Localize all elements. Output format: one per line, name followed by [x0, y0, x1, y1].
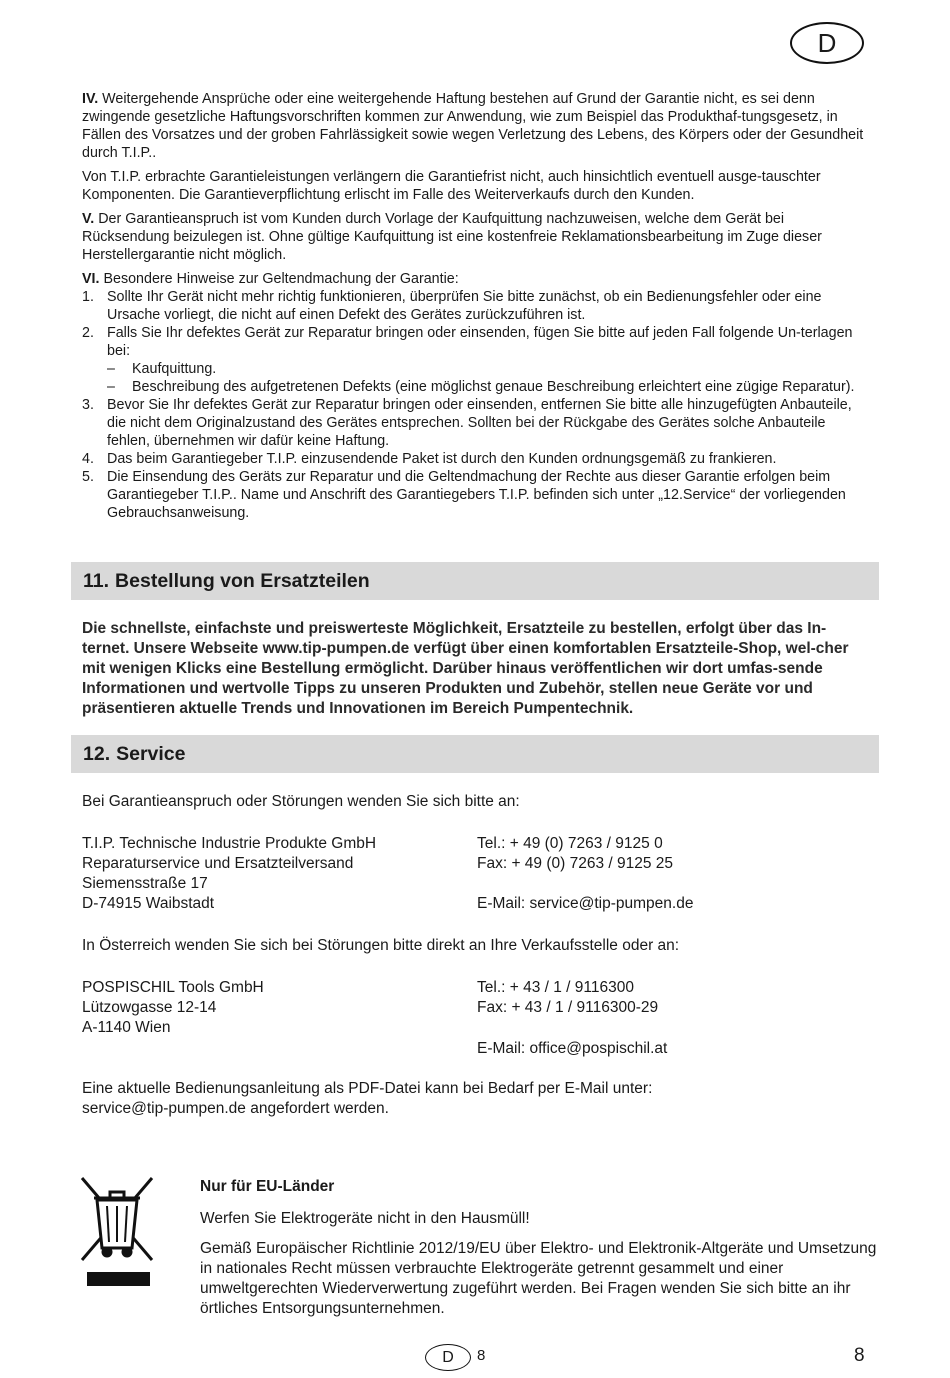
section-title: Bestellung von Ersatzteilen [115, 569, 370, 592]
address-line: Lützowgasse 12-14 [82, 999, 217, 1016]
sub-list-item [107, 360, 872, 378]
address-line: A-1140 Wien [82, 1019, 171, 1036]
address-line: Reparaturservice und Ersatzteilversand [82, 855, 354, 872]
footer-language-badge: D [425, 1344, 471, 1371]
list-text: Falls Sie Ihr defektes Gerät zur Reparatur bringen oder einsenden, fügen Sie bitte auf jeden Fall folgende Un-terlagen bei: [107, 325, 853, 359]
tip-tel: Tel.: + 49 (0) 7263 / 9125 0 [477, 835, 663, 852]
tip-address [82, 834, 376, 914]
austria-intro: In Österreich wenden Sie sich bei Störungen bitte direkt an Ihre Verkaufsstelle oder an: [82, 937, 680, 954]
tip-fax: Fax: + 49 (0) 7263 / 9125 25 [477, 855, 674, 872]
list-item [82, 450, 872, 468]
list-number: 1. [82, 289, 94, 305]
address-line: Siemensstraße 17 [82, 875, 208, 892]
section-title: Service [116, 742, 186, 765]
service-intro: Bei Garantieanspruch oder Störungen wenden Sie sich bitte an: [82, 793, 520, 810]
list-number: 2. [82, 325, 94, 341]
dash-bullet: – [107, 379, 115, 395]
guarantee-tip: Von T.I.P. erbrachte Garantieleistungen verlängern die Garantiefrist nicht, auch hinsichtlich eventuell ausge-tauschter Komponenten. Die Garantieverpflichtung erlischt im Falle des Weiterverkaufs durch den Kunden. [82, 169, 821, 203]
pdf-note [82, 1079, 652, 1119]
list-text: Das beim Garantiegeber T.I.P. einzusendende Paket ist durch den Kunden ordnungsgemäß zu frankieren. [107, 451, 777, 467]
at-email: E-Mail: office@pospischil.at [477, 1040, 668, 1057]
sub-list-text: Beschreibung des aufgetretenen Defekts (eine möglichst genaue Beschreibung erleichtert eine zügige Reparatur). [132, 379, 855, 395]
list-item [82, 324, 872, 396]
guarantee-list [82, 288, 872, 522]
guarantee-v [82, 210, 872, 264]
list-number: 3. [82, 397, 94, 413]
section-number: 11. [83, 569, 110, 592]
list-text: Bevor Sie Ihr defektes Gerät zur Reparatur bringen oder einsenden, entfernen Sie bitte alle hinzugefügten Anbauteile, die nicht dem Originalzustand des Gerätes entsprechen. Sollten bei der Rückgabe des Gerätes solche Anbauteile fehlen, übernehmen wir dafür keine Haftung. [107, 397, 852, 449]
footer-number: 8 [477, 1347, 486, 1364]
dash-bullet: – [107, 361, 115, 377]
list-text: Die Einsendung des Geräts zur Reparatur und die Geltendmachung der Rechte aus dieser Garantie erfolgen beim Garantiegeber T.I.P.. Name und Anschrift des Garantiegebers T.I.P. befinden sich unter „12.Service“ der vorliegenden Gebrauchsanweisung. [107, 469, 846, 521]
vi-label: VI. [82, 271, 100, 287]
section-12-heading [71, 735, 879, 773]
iv-label: IV. [82, 91, 99, 107]
section-11-heading [71, 562, 879, 600]
guarantee-vi [82, 270, 872, 288]
eu-text: Gemäß Europäischer Richtlinie 2012/19/EU über Elektro- und Elektronik-Altgeräte und Umsetzung in nationales Recht müssen verbrauchte Elektrogeräte getrennt gesammelt und einer umweltgerechten Wiederverwertung zugeführt werden. Bei Fragen wenden Sie sich bitte an ihr örtliches Entsorgungsunternehmen. [200, 1240, 877, 1317]
eu-warning: Werfen Sie Elektrogeräte nicht in den Hausmüll! [200, 1210, 530, 1227]
language-badge: D [790, 22, 864, 64]
guarantee-section [82, 90, 872, 522]
v-text: Der Garantieanspruch ist vom Kunden durch Vorlage der Kaufquittung nachzuweisen, welche dem Gerät bei Rücksendung beizulegen ist. Ohne gültige Kaufquittung ist eine kostenfreie Reklamationsbearbeitung im Zuge dieser Herstellergarantie nicht möglich. [82, 211, 822, 263]
list-number: 5. [82, 469, 94, 485]
pdf-line: Eine aktuelle Bedienungsanleitung als PDF-Datei kann bei Bedarf per E-Mail unter: [82, 1080, 653, 1097]
list-item [82, 468, 872, 522]
tip-email: E-Mail: service@tip-pumpen.de [477, 895, 694, 912]
at-address [82, 978, 264, 1038]
list-text: Sollte Ihr Gerät nicht mehr richtig funktionieren, überprüfen Sie bitte zunächst, ob ein Bedienungsfehler oder eine Ursache vorliegt, die nicht auf einen Defekt des Gerätes zurückzuführen ist. [107, 289, 822, 323]
guarantee-iv [82, 90, 872, 162]
sub-list-item [107, 378, 872, 396]
address-line: POSPISCHIL Tools GmbH [82, 979, 264, 996]
address-line: D-74915 Waibstadt [82, 895, 215, 912]
list-item [82, 396, 872, 450]
page-number: 8 [854, 1345, 865, 1366]
eu-title: Nur für EU-Länder [200, 1178, 335, 1195]
sub-list-text: Kaufquittung. [132, 361, 217, 377]
address-line: T.I.P. Technische Industrie Produkte GmbH [82, 835, 377, 852]
at-tel: Tel.: + 43 / 1 / 9116300 [477, 979, 634, 996]
pdf-line: service@tip-pumpen.de angefordert werden. [82, 1100, 389, 1117]
section-11-text: Die schnellste, einfachste und preiswerteste Möglichkeit, Ersatzteile zu bestellen, erfolgt über das In-ternet. Unsere Webseite www.tip-pumpen.de verfügt über einen komfortablen Ersatzteile-Shop, wel-cher mit wenigen Klicks eine Bestellung ermöglicht. Darüber hinaus veröffentlichen wir dort umfas-sende Informationen und wertvolle Tipps zu unseren Produkten und Zubehör, stellen neue Geräte vor und präsentieren aktuelle Trends und Innovationen im Bereich Pumpentechnik. [82, 620, 849, 717]
v-label: V. [82, 211, 95, 227]
list-number: 4. [82, 451, 94, 467]
iv-text: Weitergehende Ansprüche oder eine weitergehende Haftung bestehen auf Grund der Garantie nicht, es sei denn zwingende gesetzliche Haftungsvorschriften kommen zur Anwendung, wie zum Beispiel das Produkthaf-tungsgesetz, in Fällen des Vorsatzes und der groben Fahrlässigkeit sowie wegen Verletzung des Lebens, des Körpers oder der Gesundheit durch T.I.P.. [82, 91, 864, 161]
weee-crossed-bin-icon [80, 1176, 154, 1288]
vi-text: Besondere Hinweise zur Geltendmachung der Garantie: [103, 271, 459, 287]
section-number: 12. [83, 742, 111, 765]
sub-list [107, 360, 872, 396]
at-fax: Fax: + 43 / 1 / 9116300-29 [477, 999, 659, 1016]
list-item [82, 288, 872, 324]
